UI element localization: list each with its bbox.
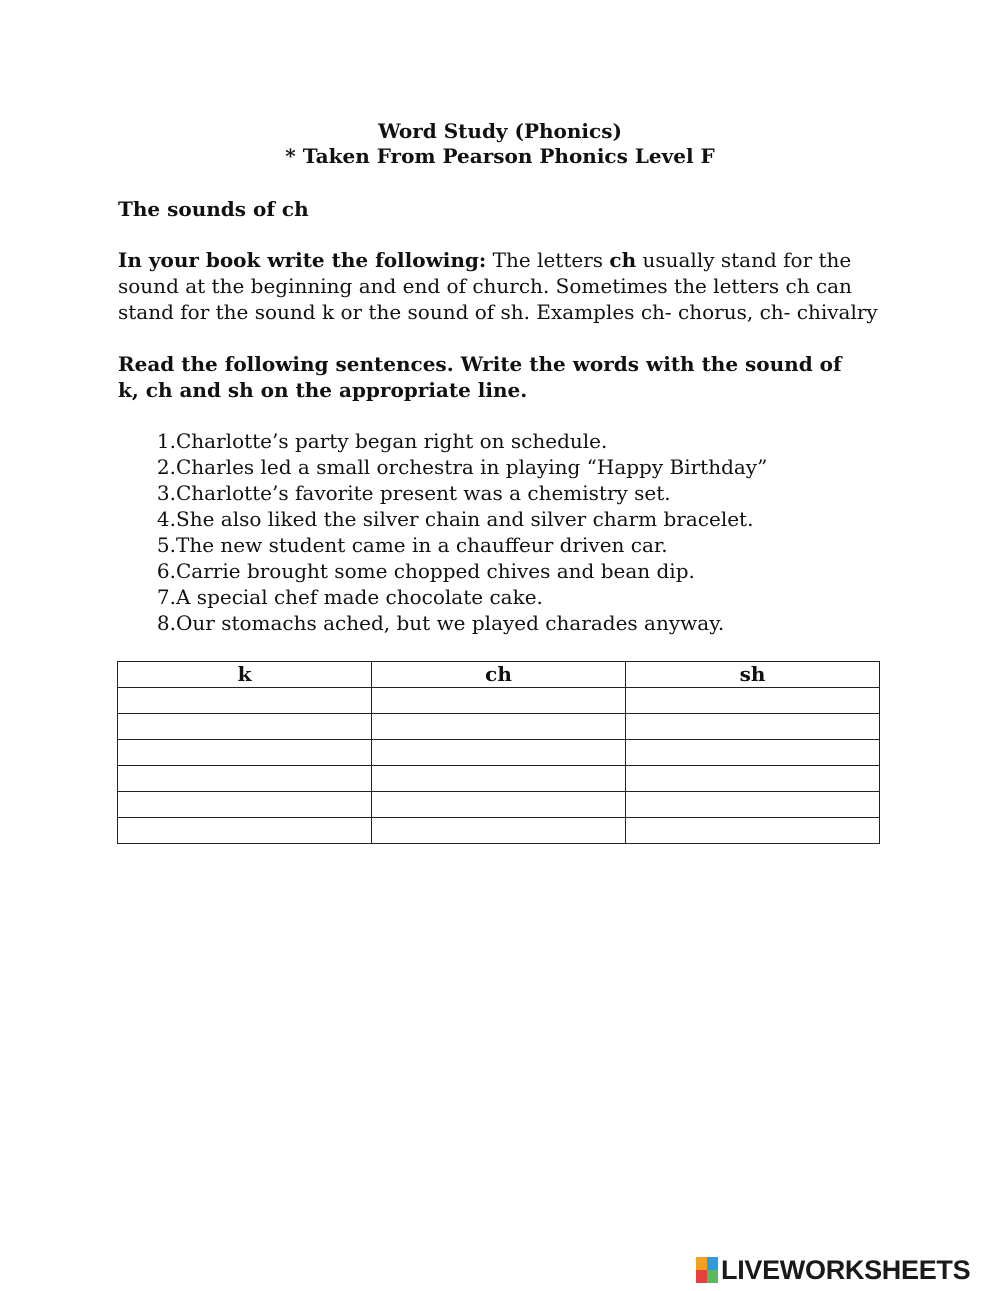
instruction-text-1: The letters: [486, 248, 610, 272]
answer-cell-ch[interactable]: [372, 792, 626, 818]
instruction-line-3: stand for the sound k or the sound of sh. Examples ch- chorus, ch- chivalry: [118, 300, 878, 324]
task-line-2: k, ch and sh on the appropriate line.: [118, 378, 528, 402]
sentence-list: [118, 428, 898, 636]
table-row: [118, 766, 880, 792]
answer-cell-k[interactable]: [118, 740, 372, 766]
list-item-text: Our stomachs ached, but we played charades anyway.: [176, 611, 725, 635]
sound-sorting-table: [117, 661, 880, 844]
table-row: [118, 792, 880, 818]
answer-cell-sh[interactable]: [626, 818, 880, 844]
list-item-number: 2.: [156, 455, 176, 479]
answer-cell-sh[interactable]: [626, 766, 880, 792]
answer-cell-ch[interactable]: [372, 818, 626, 844]
instruction-paragraph: [118, 247, 888, 325]
instruction-lead: In your book write the following:: [118, 248, 487, 272]
liveworksheets-logo: [696, 1255, 970, 1285]
answer-cell-sh[interactable]: [626, 740, 880, 766]
logo-square-icon: [696, 1270, 707, 1283]
list-item: [118, 454, 898, 480]
answer-cell-k[interactable]: [118, 818, 372, 844]
table-body: [118, 688, 880, 844]
answer-cell-k[interactable]: [118, 766, 372, 792]
column-header-k: k: [118, 662, 372, 688]
logo-square-icon: [707, 1257, 718, 1270]
section-heading: The sounds of ch: [118, 197, 309, 221]
answer-cell-ch[interactable]: [372, 688, 626, 714]
instruction-line-2: sound at the beginning and end of church. Sometimes the letters ch can: [118, 274, 852, 298]
list-item-number: 7.: [156, 585, 176, 609]
column-header-sh: sh: [626, 662, 880, 688]
answer-cell-ch[interactable]: [372, 766, 626, 792]
list-item: [118, 610, 898, 636]
instruction-line-1: [118, 247, 888, 273]
answer-cell-sh[interactable]: [626, 792, 880, 818]
list-item: [118, 506, 898, 532]
instruction-ch: ch: [609, 248, 637, 272]
list-item-text: Charlotte’s favorite present was a chemistry set.: [176, 481, 671, 505]
logo-square-icon: [707, 1270, 718, 1283]
logo-square-icon: [696, 1257, 707, 1270]
instruction-text-2: usually stand for the: [636, 248, 852, 272]
list-item-text: Charlotte’s party began right on schedule.: [176, 429, 608, 453]
list-item-text: She also liked the silver chain and silver charm bracelet.: [176, 507, 754, 531]
table-row: [118, 688, 880, 714]
list-item-number: 6.: [156, 559, 176, 583]
logo-mark-icon: [696, 1257, 718, 1283]
answer-cell-k[interactable]: [118, 688, 372, 714]
list-item: [118, 532, 898, 558]
answer-cell-sh[interactable]: [626, 688, 880, 714]
answer-cell-sh[interactable]: [626, 714, 880, 740]
table-header-row: [118, 662, 880, 688]
list-item-number: 3.: [156, 481, 176, 505]
answer-cell-k[interactable]: [118, 714, 372, 740]
table-row: [118, 714, 880, 740]
list-item: [118, 480, 898, 506]
list-item-number: 1.: [156, 429, 176, 453]
table-row: [118, 740, 880, 766]
task-line-1: Read the following sentences. Write the words with the sound of: [118, 352, 842, 376]
answer-cell-k[interactable]: [118, 792, 372, 818]
list-item-text: A special chef made chocolate cake.: [176, 585, 543, 609]
list-item-number: 5.: [156, 533, 176, 557]
column-header-ch: ch: [372, 662, 626, 688]
list-item-number: 8.: [156, 611, 176, 635]
list-item-number: 4.: [156, 507, 176, 531]
list-item: [118, 428, 898, 454]
list-item: [118, 584, 898, 610]
list-item-text: Carrie brought some chopped chives and bean dip.: [176, 559, 695, 583]
task-instruction: [118, 351, 898, 403]
table-row: [118, 818, 880, 844]
worksheet-title: Word Study (Phonics): [378, 119, 622, 143]
list-item-text: The new student came in a chauffeur driven car.: [176, 533, 668, 557]
list-item: [118, 558, 898, 584]
answer-cell-ch[interactable]: [372, 714, 626, 740]
answer-cell-ch[interactable]: [372, 740, 626, 766]
worksheet-subtitle: * Taken From Pearson Phonics Level F: [285, 144, 715, 168]
logo-text: LIVEWORKSHEETS: [721, 1254, 971, 1285]
list-item-text: Charles led a small orchestra in playing “Happy Birthday”: [176, 455, 768, 479]
